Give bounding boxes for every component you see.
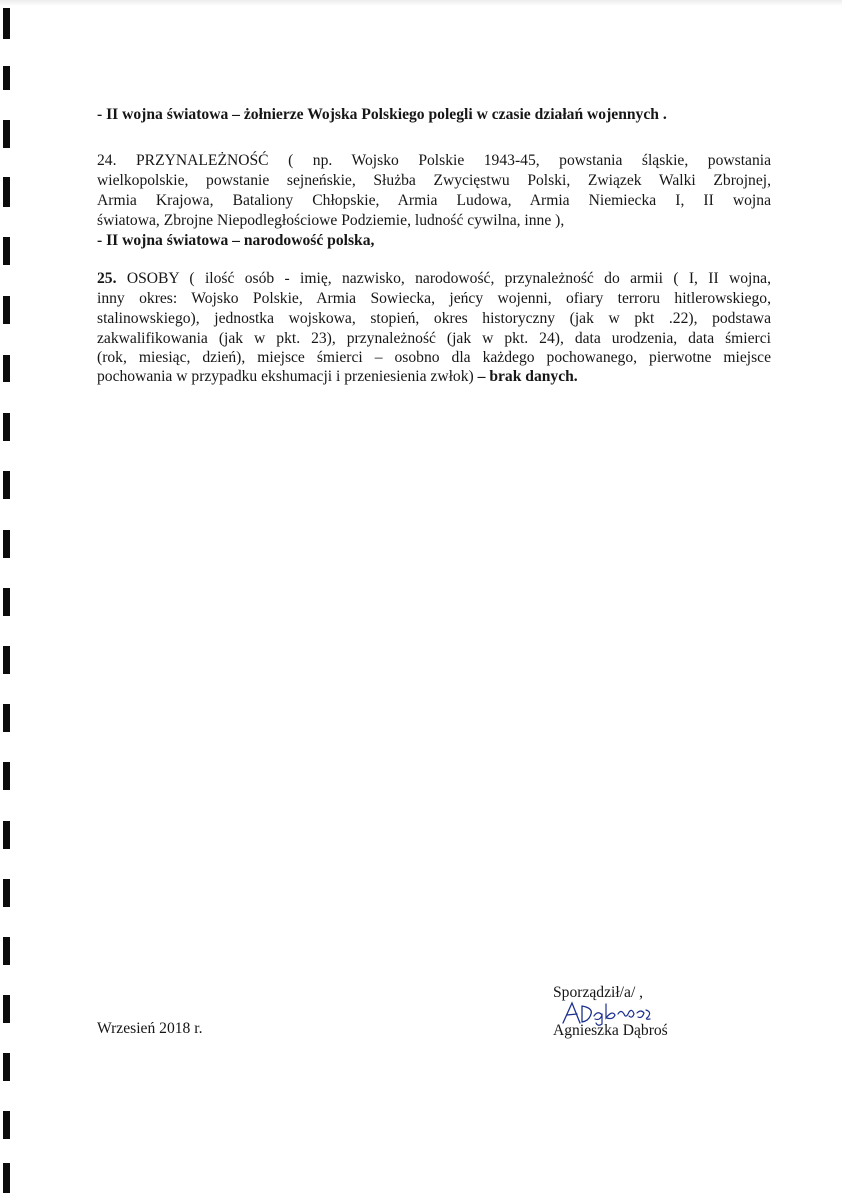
- section-24-answer: - II wojna światowa – narodowość polska,: [97, 232, 375, 249]
- section-24-text: 24. PRZYNALEŻNOŚĆ ( np. Wojsko Polskie 1943-45, powstania śląskie, powstania: [97, 152, 771, 169]
- binder-mark: [3, 530, 10, 558]
- section-25-line: inny okres: Wojsko Polskie, Armia Sowiecka, jeńcy wojenni, ofiary terroru hitlerowskiego,: [97, 290, 771, 307]
- section-25-line: stalinowskiego), jednostka wojskowa, stopień, okres historyczny (jak w pkt .22), podstawa: [97, 310, 771, 327]
- binder-mark: [3, 8, 10, 39]
- section-25-line: OSOBY ( ilość osób - imię, nazwisko, narodowość, przynależność do armii ( I, II wojna,: [126, 270, 771, 287]
- binder-mark: [3, 66, 10, 90]
- section-25-line: (rok, miesiąc, dzień), miejsce śmierci – osobno dla każdego pochowanego, pierwotne miejsce: [97, 349, 771, 366]
- scan-edge-shadow: [0, 0, 842, 6]
- binder-mark: [3, 588, 10, 616]
- binder-mark: [3, 237, 10, 265]
- section-25-text: [97, 270, 771, 288]
- document-date: Wrzesień 2018 r.: [97, 1020, 203, 1037]
- binder-mark: [3, 995, 10, 1023]
- section-24-text: światowa, Zbrojne Niepodległościowe Podziemie, ludność cywilna, inne ),: [97, 212, 565, 229]
- section-25-number: 25.: [97, 270, 117, 287]
- binder-mark: [3, 413, 10, 441]
- section-25-line: zakwalifikowania (jak w pkt. 23), przynależność (jak w pkt. 24), data urodzenia, data śmierci: [97, 330, 771, 347]
- author-name: Agnieszka Dąbroś: [553, 1022, 668, 1039]
- section-24-text: Armia Krajowa, Bataliony Chłopskie, Armia Ludowa, Armia Niemiecka I, II wojna: [97, 192, 771, 209]
- binder-mark: [3, 1053, 10, 1081]
- war-category-line: - II wojna światowa – żołnierze Wojska Polskiego polegli w czasie działań wojennych .: [97, 106, 667, 123]
- binder-mark: [3, 646, 10, 674]
- binder-mark: [3, 762, 10, 790]
- binder-mark: [3, 296, 10, 324]
- binder-mark: [3, 879, 10, 907]
- binder-mark: [3, 937, 10, 965]
- binder-mark: [3, 704, 10, 732]
- section-25-line: pochowania w przypadku ekshumacji i przeniesienia zwłok): [97, 368, 474, 385]
- binder-mark: [3, 1111, 10, 1139]
- section-25-last-line: [97, 368, 771, 386]
- binder-mark: [3, 1163, 10, 1193]
- binder-mark: [3, 120, 10, 148]
- binder-mark: [3, 821, 10, 849]
- binder-mark: [3, 471, 10, 499]
- binder-mark: [3, 355, 10, 382]
- binder-mark: [3, 177, 10, 207]
- prepared-by-label: Sporządził/a/ ,: [553, 984, 644, 1001]
- section-24-text: wielkopolskie, powstanie sejneńskie, Służba Zwycięstwu Polski, Związek Walki Zbrojnej,: [97, 172, 771, 189]
- section-25-answer: – brak danych.: [473, 368, 578, 385]
